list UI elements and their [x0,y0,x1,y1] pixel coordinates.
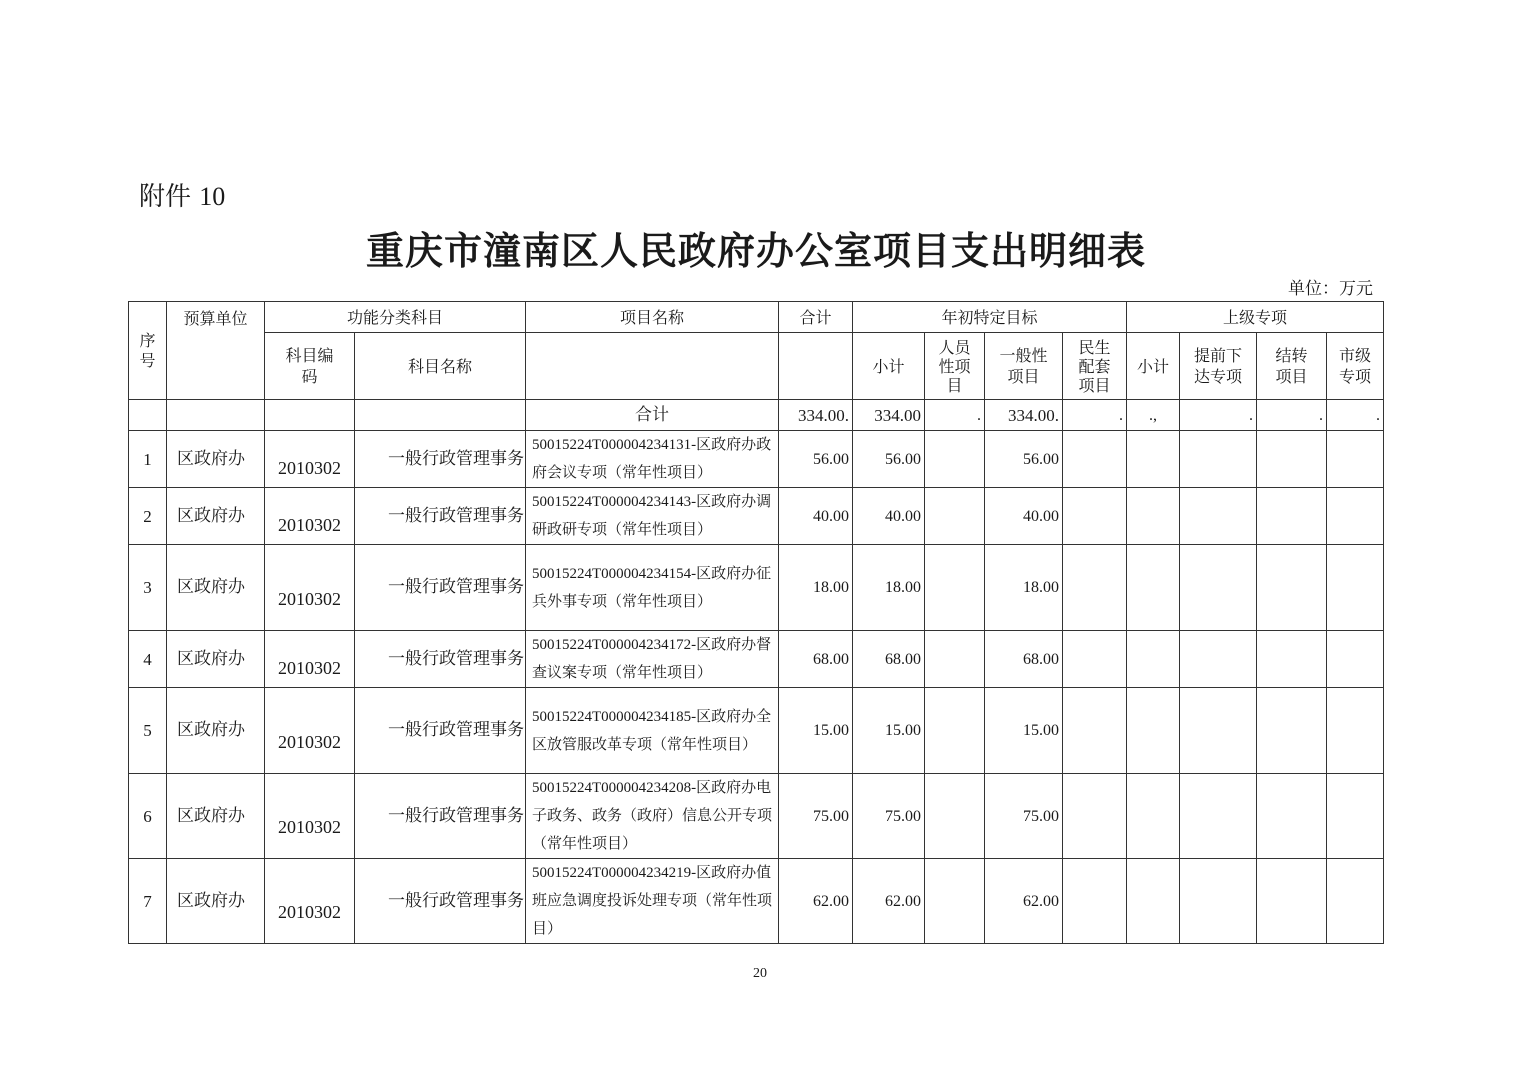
unit-label: 单位：万元 [1288,279,1373,299]
row-general: 62.00 [985,859,1063,944]
total-amount: 334.00. [779,400,853,431]
header-subtotal: 小计 [853,333,925,400]
row-personnel [925,774,985,859]
row-project-name: 50015224T000004234143-区政府办调研政研专项（常年性项目） [526,488,779,545]
total-carryover: . [1257,400,1327,431]
table-row [129,774,1384,859]
total-advance: . [1180,400,1257,431]
project-expenditure-table [128,301,1384,944]
total-subject-blank [355,400,526,431]
table-row [129,545,1384,631]
row-seq: 3 [129,545,167,631]
row-project-name: 50015224T000004234131-区政府办政府会议专项（常年性项目） [526,431,779,488]
row-upper-subtotal [1127,431,1180,488]
table-row [129,488,1384,545]
row-general: 40.00 [985,488,1063,545]
header-seq: 序号 [129,302,167,400]
header-personnel: 人员性项目 [925,333,985,400]
row-carryover [1257,631,1327,688]
total-subtotal: 334.00 [853,400,925,431]
row-livelihood [1063,431,1127,488]
row-subtotal: 62.00 [853,859,925,944]
total-label: 合计 [526,400,779,431]
row-project-name: 50015224T000004234219-区政府办值班应急调度投诉处理专项（常年性项目） [526,859,779,944]
header-subject-name: 科目名称 [355,333,526,400]
header-carryover: 结转项目 [1257,333,1327,400]
attachment-number: 10 [199,182,226,211]
row-upper-subtotal [1127,488,1180,545]
row-total: 40.00 [779,488,853,545]
row-advance [1180,859,1257,944]
row-advance [1180,688,1257,774]
row-budget-unit: 区政府办 [167,688,265,774]
row-advance [1180,774,1257,859]
row-carryover [1257,774,1327,859]
row-subject-name: 一般行政管理事务 [355,431,526,488]
row-subject-name: 一般行政管理事务 [355,859,526,944]
row-subject-name: 一般行政管理事务 [355,488,526,545]
row-total: 15.00 [779,688,853,774]
header-project-name: 项目名称 [526,302,779,333]
row-upper-subtotal [1127,774,1180,859]
total-city: . [1327,400,1384,431]
row-general: 18.00 [985,545,1063,631]
header-advance: 提前下达专项 [1180,333,1257,400]
row-livelihood [1063,631,1127,688]
row-budget-unit: 区政府办 [167,859,265,944]
row-livelihood [1063,774,1127,859]
header-general: 一般性项目 [985,333,1063,400]
row-total: 18.00 [779,545,853,631]
total-general: 334.00. [985,400,1063,431]
row-subject-code: 2010302 [265,631,355,688]
header-row-2 [129,333,1384,400]
row-upper-subtotal [1127,631,1180,688]
row-budget-unit: 区政府办 [167,488,265,545]
row-subject-code: 2010302 [265,488,355,545]
row-subtotal: 40.00 [853,488,925,545]
row-total: 56.00 [779,431,853,488]
row-seq: 4 [129,631,167,688]
row-budget-unit: 区政府办 [167,631,265,688]
row-budget-unit: 区政府办 [167,774,265,859]
row-livelihood [1063,545,1127,631]
row-subject-code: 2010302 [265,545,355,631]
row-livelihood [1063,859,1127,944]
row-subject-code: 2010302 [265,859,355,944]
row-project-name: 50015224T000004234208-区政府办电子政务、政务（政府）信息公开专项（常年性项目） [526,774,779,859]
row-subject-name: 一般行政管理事务 [355,545,526,631]
header-row-1 [129,302,1384,333]
row-city [1327,488,1384,545]
row-city [1327,774,1384,859]
row-city [1327,545,1384,631]
row-city [1327,688,1384,774]
row-total: 75.00 [779,774,853,859]
row-advance [1180,545,1257,631]
row-carryover [1257,545,1327,631]
attachment-label [139,176,225,213]
table-row [129,688,1384,774]
total-livelihood: . [1063,400,1127,431]
row-seq: 2 [129,488,167,545]
row-general: 75.00 [985,774,1063,859]
row-subtotal: 18.00 [853,545,925,631]
row-subject-code: 2010302 [265,431,355,488]
row-total: 68.00 [779,631,853,688]
row-total: 62.00 [779,859,853,944]
row-carryover [1257,859,1327,944]
row-general: 15.00 [985,688,1063,774]
row-personnel [925,545,985,631]
header-total-blank [779,333,853,400]
row-personnel [925,631,985,688]
table-row [129,859,1384,944]
row-project-name: 50015224T000004234185-区政府办全区放管服改革专项（常年性项目） [526,688,779,774]
row-budget-unit: 区政府办 [167,431,265,488]
total-row [129,400,1384,431]
row-general: 68.00 [985,631,1063,688]
total-unit-blank [167,400,265,431]
total-seq-blank [129,400,167,431]
table-row [129,431,1384,488]
row-advance [1180,431,1257,488]
header-year-target: 年初特定目标 [853,302,1127,333]
row-subject-code: 2010302 [265,688,355,774]
row-carryover [1257,431,1327,488]
row-upper-subtotal [1127,545,1180,631]
table-row [129,631,1384,688]
row-seq: 6 [129,774,167,859]
row-city [1327,631,1384,688]
row-project-name: 50015224T000004234154-区政府办征兵外事专项（常年性项目） [526,545,779,631]
header-func-class: 功能分类科目 [265,302,526,333]
row-subject-name: 一般行政管理事务 [355,631,526,688]
row-personnel [925,688,985,774]
row-personnel [925,488,985,545]
attachment-word: 附件 [139,182,192,212]
page-title: 重庆市潼南区人民政府办公室项目支出明细表 [365,228,1146,273]
row-subtotal: 56.00 [853,431,925,488]
total-personnel: . [925,400,985,431]
row-advance [1180,488,1257,545]
header-upper-subtotal: 小计 [1127,333,1180,400]
total-code-blank [265,400,355,431]
row-seq: 5 [129,688,167,774]
row-personnel [925,431,985,488]
row-city [1327,859,1384,944]
row-upper-subtotal [1127,688,1180,774]
row-carryover [1257,688,1327,774]
page-number: 20 [753,966,767,981]
row-subtotal: 75.00 [853,774,925,859]
row-subject-code: 2010302 [265,774,355,859]
row-seq: 1 [129,431,167,488]
header-city: 市级专项 [1327,333,1384,400]
row-general: 56.00 [985,431,1063,488]
row-subtotal: 68.00 [853,631,925,688]
row-budget-unit: 区政府办 [167,545,265,631]
total-upper-subtotal: ., [1127,400,1180,431]
row-advance [1180,631,1257,688]
header-upper-special: 上级专项 [1127,302,1384,333]
row-carryover [1257,488,1327,545]
row-subject-name: 一般行政管理事务 [355,774,526,859]
row-upper-subtotal [1127,859,1180,944]
row-city [1327,431,1384,488]
header-subject-code: 科目编码 [265,333,355,400]
row-subject-name: 一般行政管理事务 [355,688,526,774]
row-project-name: 50015224T000004234172-区政府办督查议案专项（常年性项目） [526,631,779,688]
row-seq: 7 [129,859,167,944]
row-livelihood [1063,488,1127,545]
header-total: 合计 [779,302,853,333]
row-personnel [925,859,985,944]
header-budget-unit: 预算单位 [167,302,265,400]
header-project-blank [526,333,779,400]
header-livelihood: 民生配套项目 [1063,333,1127,400]
row-subtotal: 15.00 [853,688,925,774]
row-livelihood [1063,688,1127,774]
